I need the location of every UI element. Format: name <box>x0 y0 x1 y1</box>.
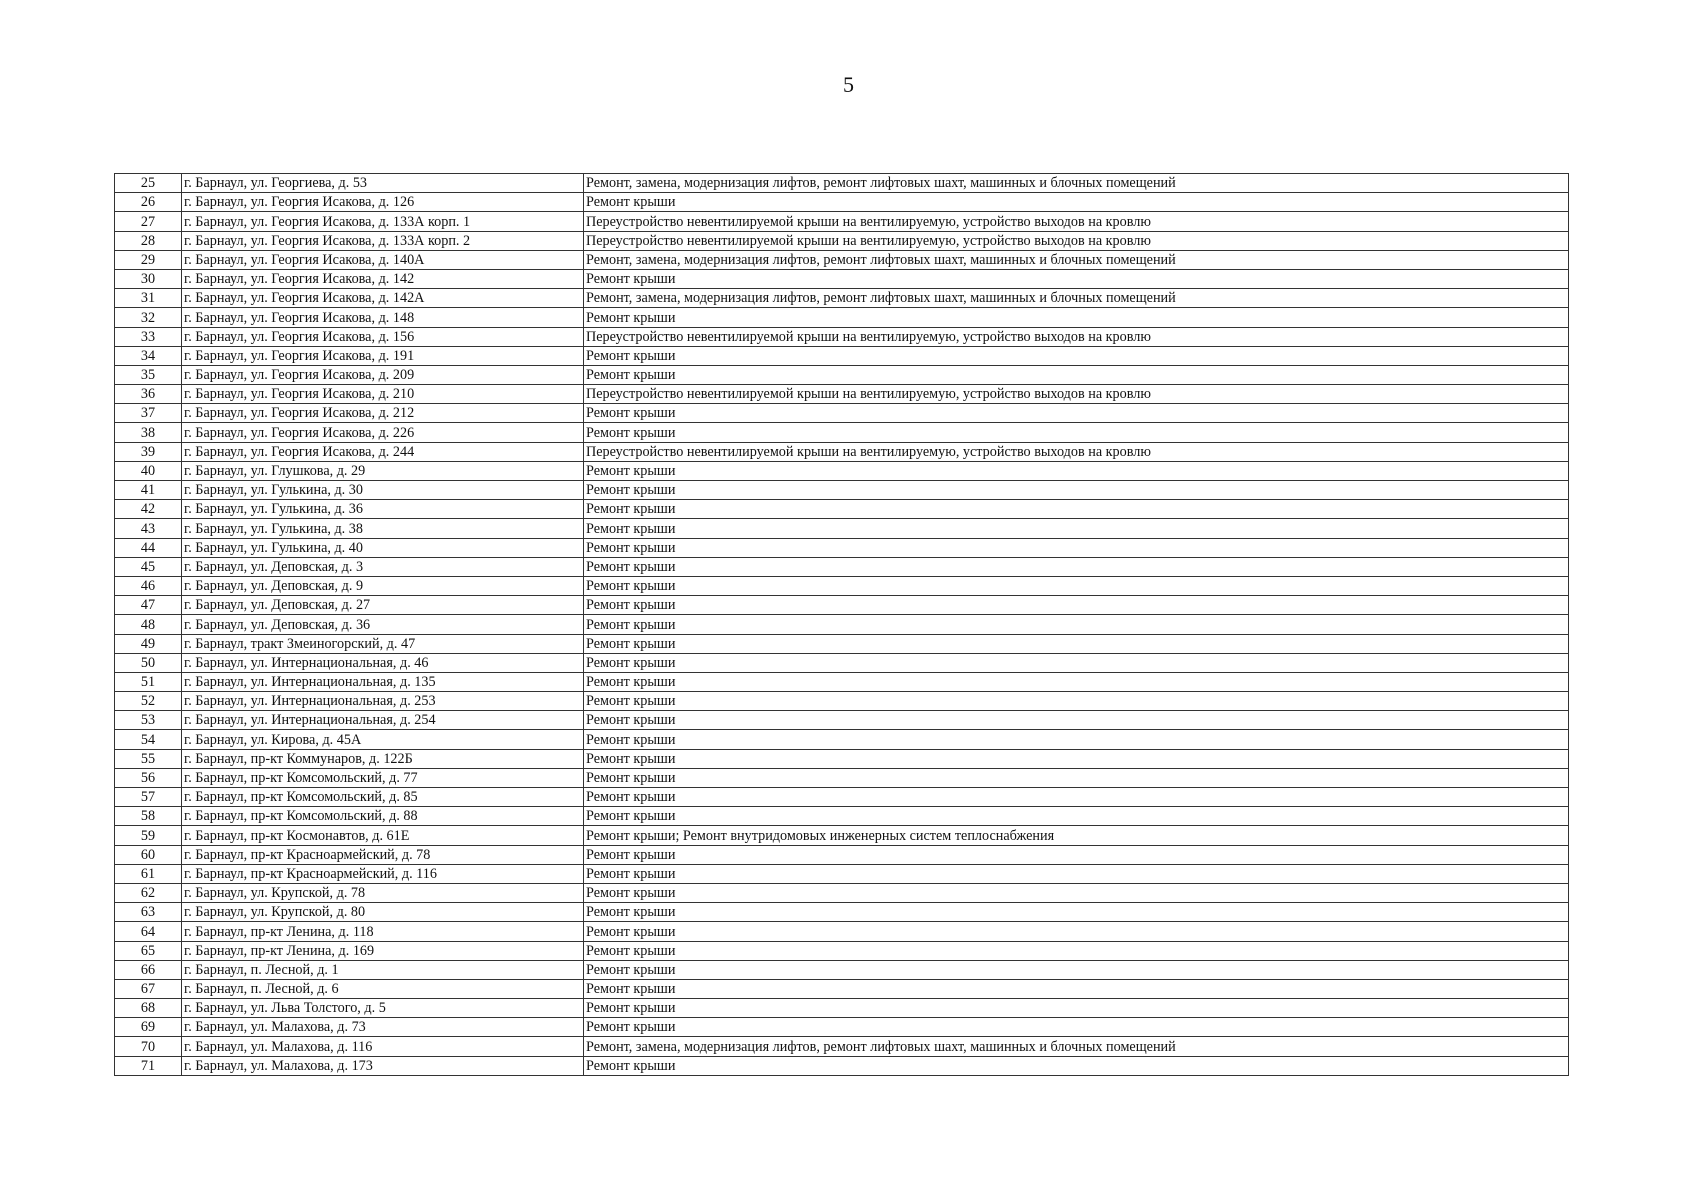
table-row <box>115 672 1569 691</box>
work-type-cell: Ремонт крыши <box>584 193 1569 212</box>
row-number-cell: 66 <box>115 960 182 979</box>
table-body <box>115 174 1569 1076</box>
address-cell: г. Барнаул, ул. Георгия Исакова, д. 133А корп. 1 <box>182 212 584 231</box>
address-cell: г. Барнаул, ул. Интернациональная, д. 254 <box>182 711 584 730</box>
table-row <box>115 500 1569 519</box>
table-row <box>115 864 1569 883</box>
row-number-cell: 41 <box>115 481 182 500</box>
row-number-cell: 39 <box>115 442 182 461</box>
row-number-cell: 56 <box>115 768 182 787</box>
work-type-cell: Ремонт крыши <box>584 711 1569 730</box>
address-cell: г. Барнаул, ул. Малахова, д. 73 <box>182 1018 584 1037</box>
address-cell: г. Барнаул, ул. Георгия Исакова, д. 210 <box>182 385 584 404</box>
table-row <box>115 788 1569 807</box>
table-row <box>115 845 1569 864</box>
work-type-cell: Ремонт, замена, модернизация лифтов, ремонт лифтовых шахт, машинных и блочных помещений <box>584 1037 1569 1056</box>
table-row <box>115 634 1569 653</box>
row-number-cell: 58 <box>115 807 182 826</box>
table-row <box>115 327 1569 346</box>
work-type-cell: Ремонт крыши <box>584 596 1569 615</box>
address-cell: г. Барнаул, пр-кт Красноармейский, д. 116 <box>182 864 584 883</box>
table-row <box>115 269 1569 288</box>
table-row <box>115 308 1569 327</box>
table-row <box>115 250 1569 269</box>
address-cell: г. Барнаул, ул. Гулькина, д. 36 <box>182 500 584 519</box>
address-cell: г. Барнаул, ул. Интернациональная, д. 253 <box>182 692 584 711</box>
work-type-cell: Ремонт крыши <box>584 768 1569 787</box>
work-type-cell: Ремонт, замена, модернизация лифтов, ремонт лифтовых шахт, машинных и блочных помещений <box>584 174 1569 193</box>
address-cell: г. Барнаул, ул. Георгия Исакова, д. 212 <box>182 404 584 423</box>
address-cell: г. Барнаул, ул. Крупской, д. 78 <box>182 883 584 902</box>
work-type-cell: Ремонт крыши <box>584 576 1569 595</box>
address-cell: г. Барнаул, ул. Гулькина, д. 40 <box>182 538 584 557</box>
address-cell: г. Барнаул, ул. Глушкова, д. 29 <box>182 461 584 480</box>
table-row <box>115 365 1569 384</box>
work-type-cell: Ремонт крыши <box>584 903 1569 922</box>
work-type-cell: Ремонт крыши <box>584 461 1569 480</box>
work-type-cell: Ремонт, замена, модернизация лифтов, ремонт лифтовых шахт, машинных и блочных помещений <box>584 250 1569 269</box>
address-cell: г. Барнаул, п. Лесной, д. 6 <box>182 979 584 998</box>
work-type-cell: Ремонт крыши <box>584 960 1569 979</box>
row-number-cell: 36 <box>115 385 182 404</box>
table-row <box>115 519 1569 538</box>
address-cell: г. Барнаул, ул. Георгия Исакова, д. 244 <box>182 442 584 461</box>
address-cell: г. Барнаул, ул. Гулькина, д. 30 <box>182 481 584 500</box>
address-cell: г. Барнаул, ул. Деповская, д. 9 <box>182 576 584 595</box>
table-row <box>115 193 1569 212</box>
work-type-cell: Ремонт крыши <box>584 749 1569 768</box>
table-row <box>115 481 1569 500</box>
address-cell: г. Барнаул, ул. Льва Толстого, д. 5 <box>182 999 584 1018</box>
row-number-cell: 44 <box>115 538 182 557</box>
address-cell: г. Барнаул, пр-кт Ленина, д. 169 <box>182 941 584 960</box>
address-cell: г. Барнаул, пр-кт Комсомольский, д. 88 <box>182 807 584 826</box>
row-number-cell: 42 <box>115 500 182 519</box>
table-row <box>115 404 1569 423</box>
address-cell: г. Барнаул, пр-кт Ленина, д. 118 <box>182 922 584 941</box>
row-number-cell: 25 <box>115 174 182 193</box>
work-type-cell: Ремонт крыши <box>584 864 1569 883</box>
table-row <box>115 596 1569 615</box>
work-type-cell: Ремонт крыши <box>584 941 1569 960</box>
table-row <box>115 768 1569 787</box>
address-cell: г. Барнаул, тракт Змеиногорский, д. 47 <box>182 634 584 653</box>
row-number-cell: 71 <box>115 1056 182 1075</box>
address-cell: г. Барнаул, ул. Гулькина, д. 38 <box>182 519 584 538</box>
row-number-cell: 55 <box>115 749 182 768</box>
row-number-cell: 46 <box>115 576 182 595</box>
table-row <box>115 557 1569 576</box>
table-row <box>115 576 1569 595</box>
row-number-cell: 50 <box>115 653 182 672</box>
work-type-cell: Ремонт крыши <box>584 538 1569 557</box>
work-type-cell: Ремонт крыши <box>584 1018 1569 1037</box>
address-cell: г. Барнаул, пр-кт Комсомольский, д. 85 <box>182 788 584 807</box>
work-type-cell: Ремонт крыши <box>584 730 1569 749</box>
address-cell: г. Барнаул, ул. Георгия Исакова, д. 148 <box>182 308 584 327</box>
work-type-cell: Ремонт крыши <box>584 1056 1569 1075</box>
row-number-cell: 26 <box>115 193 182 212</box>
table-row <box>115 212 1569 231</box>
address-cell: г. Барнаул, ул. Георгия Исакова, д. 142 <box>182 269 584 288</box>
address-cell: г. Барнаул, ул. Деповская, д. 36 <box>182 615 584 634</box>
table-row <box>115 423 1569 442</box>
work-type-cell: Переустройство невентилируемой крыши на вентилируемую, устройство выходов на кровлю <box>584 327 1569 346</box>
table-row <box>115 1018 1569 1037</box>
work-type-cell: Переустройство невентилируемой крыши на вентилируемую, устройство выходов на кровлю <box>584 231 1569 250</box>
page-number: 5 <box>843 72 854 97</box>
work-type-cell: Ремонт крыши <box>584 672 1569 691</box>
row-number-cell: 27 <box>115 212 182 231</box>
work-type-cell: Ремонт крыши <box>584 519 1569 538</box>
table-row <box>115 1056 1569 1075</box>
table-row <box>115 231 1569 250</box>
row-number-cell: 49 <box>115 634 182 653</box>
table-row <box>115 711 1569 730</box>
row-number-cell: 38 <box>115 423 182 442</box>
row-number-cell: 31 <box>115 289 182 308</box>
row-number-cell: 30 <box>115 269 182 288</box>
row-number-cell: 40 <box>115 461 182 480</box>
row-number-cell: 53 <box>115 711 182 730</box>
address-cell: г. Барнаул, ул. Георгия Исакова, д. 133А корп. 2 <box>182 231 584 250</box>
row-number-cell: 61 <box>115 864 182 883</box>
table-row <box>115 922 1569 941</box>
address-cell: г. Барнаул, п. Лесной, д. 1 <box>182 960 584 979</box>
address-cell: г. Барнаул, ул. Георгия Исакова, д. 126 <box>182 193 584 212</box>
row-number-cell: 60 <box>115 845 182 864</box>
address-cell: г. Барнаул, ул. Георгиева, д. 53 <box>182 174 584 193</box>
row-number-cell: 52 <box>115 692 182 711</box>
table-row <box>115 807 1569 826</box>
row-number-cell: 68 <box>115 999 182 1018</box>
work-type-cell: Ремонт крыши <box>584 346 1569 365</box>
work-type-cell: Ремонт крыши <box>584 634 1569 653</box>
table-row <box>115 903 1569 922</box>
row-number-cell: 59 <box>115 826 182 845</box>
work-type-cell: Ремонт крыши <box>584 807 1569 826</box>
table-row <box>115 615 1569 634</box>
work-type-cell: Ремонт крыши <box>584 788 1569 807</box>
table-row <box>115 461 1569 480</box>
table-row <box>115 653 1569 672</box>
work-type-cell: Ремонт крыши <box>584 557 1569 576</box>
table-row <box>115 538 1569 557</box>
table-row <box>115 960 1569 979</box>
row-number-cell: 32 <box>115 308 182 327</box>
table-row <box>115 979 1569 998</box>
address-cell: г. Барнаул, пр-кт Коммунаров, д. 122Б <box>182 749 584 768</box>
table-row <box>115 346 1569 365</box>
work-type-cell: Ремонт крыши <box>584 404 1569 423</box>
work-type-cell: Ремонт крыши <box>584 979 1569 998</box>
table-row <box>115 289 1569 308</box>
work-type-cell: Ремонт крыши <box>584 308 1569 327</box>
work-type-cell: Переустройство невентилируемой крыши на вентилируемую, устройство выходов на кровлю <box>584 212 1569 231</box>
work-type-cell: Ремонт крыши <box>584 615 1569 634</box>
row-number-cell: 64 <box>115 922 182 941</box>
table-row <box>115 385 1569 404</box>
address-cell: г. Барнаул, ул. Георгия Исакова, д. 142А <box>182 289 584 308</box>
work-type-cell: Ремонт крыши <box>584 653 1569 672</box>
work-type-cell: Ремонт крыши; Ремонт внутридомовых инженерных систем теплоснабжения <box>584 826 1569 845</box>
row-number-cell: 47 <box>115 596 182 615</box>
table-row <box>115 1037 1569 1056</box>
work-type-cell: Ремонт крыши <box>584 999 1569 1018</box>
row-number-cell: 45 <box>115 557 182 576</box>
table-row <box>115 883 1569 902</box>
work-type-cell: Переустройство невентилируемой крыши на вентилируемую, устройство выходов на кровлю <box>584 385 1569 404</box>
table-row <box>115 442 1569 461</box>
row-number-cell: 51 <box>115 672 182 691</box>
address-cell: г. Барнаул, ул. Георгия Исакова, д. 226 <box>182 423 584 442</box>
work-type-cell: Ремонт крыши <box>584 423 1569 442</box>
address-cell: г. Барнаул, ул. Деповская, д. 3 <box>182 557 584 576</box>
work-type-cell: Ремонт крыши <box>584 883 1569 902</box>
work-type-cell: Ремонт крыши <box>584 922 1569 941</box>
address-cell: г. Барнаул, ул. Деповская, д. 27 <box>182 596 584 615</box>
work-type-cell: Ремонт, замена, модернизация лифтов, ремонт лифтовых шахт, машинных и блочных помещений <box>584 289 1569 308</box>
table-row <box>115 826 1569 845</box>
work-type-cell: Ремонт крыши <box>584 481 1569 500</box>
row-number-cell: 63 <box>115 903 182 922</box>
row-number-cell: 37 <box>115 404 182 423</box>
row-number-cell: 35 <box>115 365 182 384</box>
address-cell: г. Барнаул, ул. Малахова, д. 116 <box>182 1037 584 1056</box>
row-number-cell: 65 <box>115 941 182 960</box>
table-row <box>115 174 1569 193</box>
address-cell: г. Барнаул, ул. Интернациональная, д. 46 <box>182 653 584 672</box>
address-cell: г. Барнаул, ул. Георгия Исакова, д. 140А <box>182 250 584 269</box>
table-row <box>115 999 1569 1018</box>
table-row <box>115 692 1569 711</box>
address-cell: г. Барнаул, ул. Георгия Исакова, д. 156 <box>182 327 584 346</box>
address-cell: г. Барнаул, пр-кт Космонавтов, д. 61Е <box>182 826 584 845</box>
work-type-cell: Ремонт крыши <box>584 845 1569 864</box>
row-number-cell: 69 <box>115 1018 182 1037</box>
table-row <box>115 749 1569 768</box>
row-number-cell: 57 <box>115 788 182 807</box>
row-number-cell: 33 <box>115 327 182 346</box>
row-number-cell: 29 <box>115 250 182 269</box>
row-number-cell: 43 <box>115 519 182 538</box>
work-type-cell: Ремонт крыши <box>584 692 1569 711</box>
row-number-cell: 54 <box>115 730 182 749</box>
table-row <box>115 730 1569 749</box>
address-cell: г. Барнаул, ул. Интернациональная, д. 135 <box>182 672 584 691</box>
work-type-cell: Ремонт крыши <box>584 365 1569 384</box>
address-cell: г. Барнаул, ул. Крупской, д. 80 <box>182 903 584 922</box>
address-cell: г. Барнаул, пр-кт Красноармейский, д. 78 <box>182 845 584 864</box>
repair-list-table <box>114 173 1569 1076</box>
row-number-cell: 48 <box>115 615 182 634</box>
table-row <box>115 941 1569 960</box>
row-number-cell: 62 <box>115 883 182 902</box>
row-number-cell: 70 <box>115 1037 182 1056</box>
work-type-cell: Переустройство невентилируемой крыши на вентилируемую, устройство выходов на кровлю <box>584 442 1569 461</box>
address-cell: г. Барнаул, ул. Георгия Исакова, д. 209 <box>182 365 584 384</box>
address-cell: г. Барнаул, пр-кт Комсомольский, д. 77 <box>182 768 584 787</box>
row-number-cell: 67 <box>115 979 182 998</box>
address-cell: г. Барнаул, ул. Кирова, д. 45А <box>182 730 584 749</box>
address-cell: г. Барнаул, ул. Георгия Исакова, д. 191 <box>182 346 584 365</box>
work-type-cell: Ремонт крыши <box>584 269 1569 288</box>
work-type-cell: Ремонт крыши <box>584 500 1569 519</box>
address-cell: г. Барнаул, ул. Малахова, д. 173 <box>182 1056 584 1075</box>
row-number-cell: 28 <box>115 231 182 250</box>
row-number-cell: 34 <box>115 346 182 365</box>
